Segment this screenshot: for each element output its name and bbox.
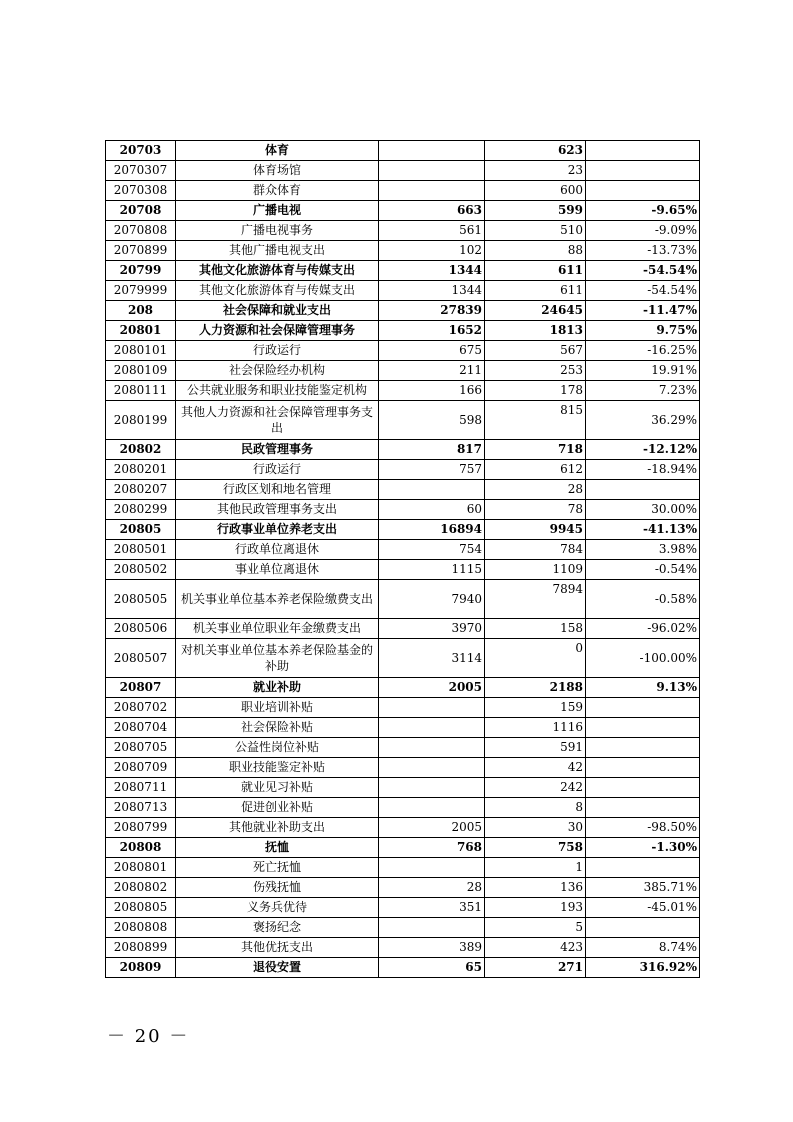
row-name: 广播电视事务 (176, 221, 379, 241)
budget-table (105, 140, 700, 978)
row-curr-amount: 30 (485, 818, 586, 838)
row-name: 就业补助 (176, 678, 379, 698)
row-curr-amount: 423 (485, 938, 586, 958)
row-curr-amount: 5 (485, 918, 586, 938)
row-change-rate (586, 480, 700, 500)
row-change-rate (586, 718, 700, 738)
table-row (106, 898, 700, 918)
table-row (106, 718, 700, 738)
row-code: 2080109 (106, 361, 176, 381)
row-change-rate: 7.23% (586, 381, 700, 401)
row-prev-amount: 3970 (379, 619, 485, 639)
row-prev-amount: 166 (379, 381, 485, 401)
table-row (106, 221, 700, 241)
row-name: 行政运行 (176, 460, 379, 480)
row-code: 2080507 (106, 639, 176, 678)
row-name: 其他民政管理事务支出 (176, 500, 379, 520)
row-curr-amount: 718 (485, 440, 586, 460)
row-code: 2080201 (106, 460, 176, 480)
row-code: 2070308 (106, 181, 176, 201)
row-code: 2080101 (106, 341, 176, 361)
row-code: 20805 (106, 520, 176, 540)
row-prev-amount (379, 758, 485, 778)
row-code: 2080704 (106, 718, 176, 738)
row-prev-amount: 2005 (379, 818, 485, 838)
row-curr-amount: 78 (485, 500, 586, 520)
row-prev-amount (379, 858, 485, 878)
row-code: 2080802 (106, 878, 176, 898)
row-prev-amount: 561 (379, 221, 485, 241)
row-prev-amount: 2005 (379, 678, 485, 698)
row-name: 义务兵优待 (176, 898, 379, 918)
row-curr-amount: 758 (485, 838, 586, 858)
table-row (106, 281, 700, 301)
table-row (106, 560, 700, 580)
row-curr-amount: 611 (485, 281, 586, 301)
row-change-rate (586, 918, 700, 938)
table-row (106, 440, 700, 460)
row-code: 2070307 (106, 161, 176, 181)
row-change-rate: 316.92% (586, 958, 700, 978)
row-change-rate: -16.25% (586, 341, 700, 361)
row-curr-amount: 159 (485, 698, 586, 718)
table-row (106, 838, 700, 858)
row-change-rate: -54.54% (586, 281, 700, 301)
row-code: 2080711 (106, 778, 176, 798)
row-change-rate (586, 698, 700, 718)
row-code: 2080713 (106, 798, 176, 818)
row-prev-amount: 27839 (379, 301, 485, 321)
row-code: 208 (106, 301, 176, 321)
row-name: 其他就业补助支出 (176, 818, 379, 838)
row-name: 民政管理事务 (176, 440, 379, 460)
row-curr-amount: 591 (485, 738, 586, 758)
row-prev-amount: 351 (379, 898, 485, 918)
row-change-rate: -96.02% (586, 619, 700, 639)
row-code: 2080705 (106, 738, 176, 758)
row-name: 体育 (176, 141, 379, 161)
row-change-rate (586, 738, 700, 758)
row-curr-amount: 24645 (485, 301, 586, 321)
table-row (106, 321, 700, 341)
row-prev-amount: 598 (379, 401, 485, 440)
row-code: 2080899 (106, 938, 176, 958)
row-prev-amount (379, 480, 485, 500)
row-prev-amount: 65 (379, 958, 485, 978)
table-row (106, 500, 700, 520)
row-change-rate: -98.50% (586, 818, 700, 838)
row-prev-amount: 768 (379, 838, 485, 858)
row-curr-amount: 271 (485, 958, 586, 978)
row-change-rate: -13.73% (586, 241, 700, 261)
table-row (106, 261, 700, 281)
row-prev-amount: 1652 (379, 321, 485, 341)
table-row (106, 381, 700, 401)
row-curr-amount: 7894 (485, 580, 586, 619)
table-row (106, 460, 700, 480)
row-name: 对机关事业单位基本养老保险基金的补助 (176, 639, 379, 678)
row-name: 社会保险经办机构 (176, 361, 379, 381)
row-code: 2080111 (106, 381, 176, 401)
table-row (106, 520, 700, 540)
table-row (106, 818, 700, 838)
row-curr-amount: 28 (485, 480, 586, 500)
table-row (106, 878, 700, 898)
row-name: 机关事业单位职业年金缴费支出 (176, 619, 379, 639)
row-name: 褒扬纪念 (176, 918, 379, 938)
row-curr-amount: 9945 (485, 520, 586, 540)
row-name: 公益性岗位补贴 (176, 738, 379, 758)
row-code: 2080709 (106, 758, 176, 778)
table-row (106, 778, 700, 798)
row-prev-amount (379, 778, 485, 798)
row-name: 其他优抚支出 (176, 938, 379, 958)
row-change-rate: 36.29% (586, 401, 700, 440)
table-row (106, 181, 700, 201)
row-curr-amount: 510 (485, 221, 586, 241)
row-curr-amount: 784 (485, 540, 586, 560)
row-code: 2080506 (106, 619, 176, 639)
row-change-rate: -18.94% (586, 460, 700, 480)
row-code: 2080502 (106, 560, 176, 580)
row-curr-amount: 815 (485, 401, 586, 440)
row-name: 行政区划和地名管理 (176, 480, 379, 500)
row-name: 死亡抚恤 (176, 858, 379, 878)
row-curr-amount: 611 (485, 261, 586, 281)
row-change-rate (586, 778, 700, 798)
row-code: 2080799 (106, 818, 176, 838)
row-prev-amount (379, 161, 485, 181)
row-curr-amount: 242 (485, 778, 586, 798)
row-prev-amount (379, 798, 485, 818)
row-prev-amount (379, 698, 485, 718)
row-prev-amount (379, 918, 485, 938)
row-change-rate: -9.09% (586, 221, 700, 241)
row-code: 2080299 (106, 500, 176, 520)
row-name: 抚恤 (176, 838, 379, 858)
row-prev-amount: 28 (379, 878, 485, 898)
row-curr-amount: 623 (485, 141, 586, 161)
table-row (106, 141, 700, 161)
table-row (106, 480, 700, 500)
row-code: 20802 (106, 440, 176, 460)
row-name: 职业技能鉴定补贴 (176, 758, 379, 778)
row-code: 2070808 (106, 221, 176, 241)
row-name: 其他广播电视支出 (176, 241, 379, 261)
row-name: 伤残抚恤 (176, 878, 379, 898)
row-curr-amount: 42 (485, 758, 586, 778)
row-name: 退役安置 (176, 958, 379, 978)
row-name: 广播电视 (176, 201, 379, 221)
row-curr-amount: 612 (485, 460, 586, 480)
table-row (106, 361, 700, 381)
row-prev-amount: 1344 (379, 281, 485, 301)
row-change-rate (586, 161, 700, 181)
row-code: 2080199 (106, 401, 176, 440)
row-code: 2079999 (106, 281, 176, 301)
row-prev-amount: 663 (379, 201, 485, 221)
table-row (106, 619, 700, 639)
row-curr-amount: 600 (485, 181, 586, 201)
row-code: 2080505 (106, 580, 176, 619)
row-change-rate: -9.65% (586, 201, 700, 221)
row-name: 人力资源和社会保障管理事务 (176, 321, 379, 341)
row-curr-amount: 599 (485, 201, 586, 221)
table-row (106, 958, 700, 978)
row-prev-amount (379, 718, 485, 738)
row-prev-amount: 16894 (379, 520, 485, 540)
table-row (106, 540, 700, 560)
row-name: 体育场馆 (176, 161, 379, 181)
row-prev-amount: 1344 (379, 261, 485, 281)
row-curr-amount: 1 (485, 858, 586, 878)
row-prev-amount (379, 738, 485, 758)
table-row (106, 738, 700, 758)
table-row (106, 580, 700, 619)
row-code: 2080501 (106, 540, 176, 560)
row-prev-amount: 675 (379, 341, 485, 361)
row-change-rate (586, 798, 700, 818)
row-code: 2080808 (106, 918, 176, 938)
row-curr-amount: 193 (485, 898, 586, 918)
row-change-rate (586, 758, 700, 778)
row-curr-amount: 136 (485, 878, 586, 898)
table-row (106, 639, 700, 678)
row-change-rate: 19.91% (586, 361, 700, 381)
row-curr-amount: 158 (485, 619, 586, 639)
row-curr-amount: 178 (485, 381, 586, 401)
row-change-rate: -0.58% (586, 580, 700, 619)
row-name: 社会保险补贴 (176, 718, 379, 738)
row-prev-amount: 102 (379, 241, 485, 261)
row-prev-amount: 60 (379, 500, 485, 520)
row-change-rate: 9.13% (586, 678, 700, 698)
row-name: 行政事业单位养老支出 (176, 520, 379, 540)
row-prev-amount (379, 181, 485, 201)
row-curr-amount: 567 (485, 341, 586, 361)
row-name: 行政运行 (176, 341, 379, 361)
table-row (106, 678, 700, 698)
page-number: － 20 － (107, 1026, 190, 1047)
row-prev-amount: 1115 (379, 560, 485, 580)
table-row (106, 301, 700, 321)
row-name: 职业培训补贴 (176, 698, 379, 718)
row-code: 2080805 (106, 898, 176, 918)
row-change-rate (586, 858, 700, 878)
table-row (106, 918, 700, 938)
row-change-rate: -100.00% (586, 639, 700, 678)
row-name: 机关事业单位基本养老保险缴费支出 (176, 580, 379, 619)
row-change-rate (586, 181, 700, 201)
row-change-rate: 385.71% (586, 878, 700, 898)
row-change-rate: 9.75% (586, 321, 700, 341)
row-curr-amount: 1116 (485, 718, 586, 738)
row-prev-amount: 757 (379, 460, 485, 480)
row-prev-amount: 817 (379, 440, 485, 460)
row-change-rate: 30.00% (586, 500, 700, 520)
row-change-rate: -0.54% (586, 560, 700, 580)
row-name: 公共就业服务和职业技能鉴定机构 (176, 381, 379, 401)
row-change-rate: -54.54% (586, 261, 700, 281)
row-code: 20799 (106, 261, 176, 281)
table-row (106, 858, 700, 878)
row-prev-amount: 754 (379, 540, 485, 560)
table-row (106, 758, 700, 778)
table-row (106, 201, 700, 221)
row-name: 其他文化旅游体育与传媒支出 (176, 261, 379, 281)
row-name: 社会保障和就业支出 (176, 301, 379, 321)
row-name: 事业单位离退休 (176, 560, 379, 580)
row-code: 2070899 (106, 241, 176, 261)
row-curr-amount: 8 (485, 798, 586, 818)
row-code: 2080702 (106, 698, 176, 718)
row-change-rate: 8.74% (586, 938, 700, 958)
row-curr-amount: 23 (485, 161, 586, 181)
row-change-rate: -45.01% (586, 898, 700, 918)
row-change-rate: 3.98% (586, 540, 700, 560)
row-change-rate: -1.30% (586, 838, 700, 858)
table-row (106, 341, 700, 361)
row-name: 群众体育 (176, 181, 379, 201)
row-prev-amount: 211 (379, 361, 485, 381)
row-change-rate (586, 141, 700, 161)
row-name: 行政单位离退休 (176, 540, 379, 560)
row-prev-amount: 3114 (379, 639, 485, 678)
row-curr-amount: 1109 (485, 560, 586, 580)
row-name: 促进创业补贴 (176, 798, 379, 818)
row-code: 20809 (106, 958, 176, 978)
row-curr-amount: 2188 (485, 678, 586, 698)
row-change-rate: -41.13% (586, 520, 700, 540)
row-code: 20808 (106, 838, 176, 858)
table-row (106, 798, 700, 818)
table-row (106, 938, 700, 958)
row-name: 就业见习补贴 (176, 778, 379, 798)
row-prev-amount: 389 (379, 938, 485, 958)
row-code: 2080801 (106, 858, 176, 878)
row-curr-amount: 88 (485, 241, 586, 261)
budget-table-body (106, 141, 700, 978)
row-code: 20801 (106, 321, 176, 341)
row-code: 2080207 (106, 480, 176, 500)
row-code: 20703 (106, 141, 176, 161)
table-row (106, 401, 700, 440)
table-row (106, 698, 700, 718)
row-curr-amount: 0 (485, 639, 586, 678)
row-change-rate: -11.47% (586, 301, 700, 321)
row-name: 其他文化旅游体育与传媒支出 (176, 281, 379, 301)
row-code: 20708 (106, 201, 176, 221)
row-name: 其他人力资源和社会保障管理事务支出 (176, 401, 379, 440)
table-row (106, 241, 700, 261)
row-prev-amount (379, 141, 485, 161)
row-prev-amount: 7940 (379, 580, 485, 619)
row-curr-amount: 1813 (485, 321, 586, 341)
row-change-rate: -12.12% (586, 440, 700, 460)
table-row (106, 161, 700, 181)
row-code: 20807 (106, 678, 176, 698)
row-curr-amount: 253 (485, 361, 586, 381)
